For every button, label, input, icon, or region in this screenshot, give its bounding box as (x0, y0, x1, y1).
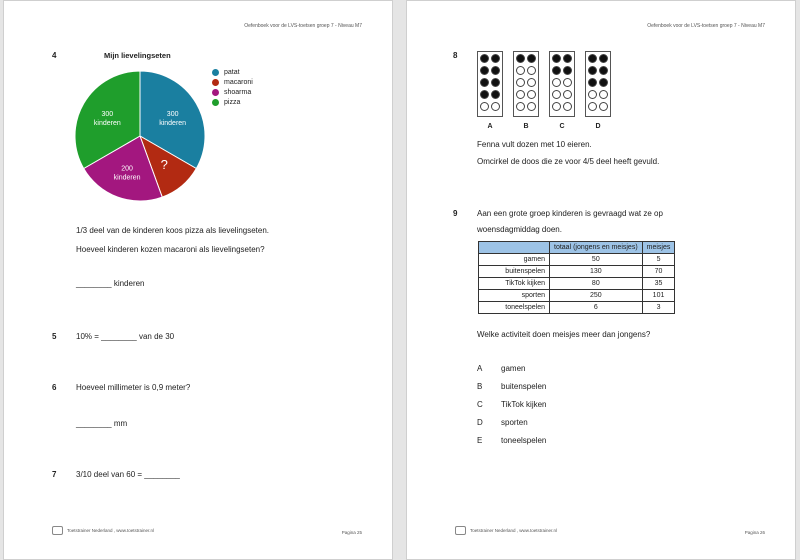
q7-text[interactable]: 3/10 deel van 60 = ________ (76, 470, 180, 479)
pie-slice-label: 200 kinderen (113, 165, 141, 182)
page-number: Pagina 26 (744, 530, 765, 535)
question-number-5: 5 (52, 332, 57, 341)
pie-slice-label: 300 kinderen (159, 111, 187, 128)
egg-empty (527, 90, 536, 99)
egg-box-D[interactable] (585, 51, 611, 117)
q9-line1: Aan een grote groep kinderen is gevraagd wat ze op (477, 209, 663, 218)
legend-item: macaroni (212, 79, 253, 86)
q5-text[interactable]: 10% = ________ van de 30 (76, 332, 175, 341)
egg-filled (599, 78, 608, 87)
table-row: TikTok kijken 80 35 (479, 278, 675, 290)
egg-filled (563, 54, 572, 63)
page-number: Pagina 25 (341, 530, 362, 535)
question-number-8: 8 (453, 51, 458, 60)
option-text[interactable]: sporten (501, 418, 528, 427)
egg-filled (491, 90, 500, 99)
logo-icon (52, 526, 63, 535)
egg-filled (588, 78, 597, 87)
egg-filled (491, 66, 500, 75)
egg-empty (491, 102, 500, 111)
egg-filled (552, 54, 561, 63)
egg-filled (491, 54, 500, 63)
egg-empty (552, 102, 561, 111)
egg-empty (516, 78, 525, 87)
egg-filled (480, 54, 489, 63)
q8-line1: Fenna vult dozen met 10 eieren. (477, 140, 592, 149)
legend-item: patat (212, 69, 253, 76)
legend-item: shoarma (212, 89, 253, 96)
table-header: meisjes (642, 242, 675, 254)
egg-empty (599, 102, 608, 111)
egg-empty (527, 78, 536, 87)
page-footer: Toetstrainer Nederland , www.toetstrainer.nl (455, 526, 557, 535)
page-footer: Toetstrainer Nederland , www.toetstrainer.nl (52, 526, 154, 535)
q9-line2: woensdagmiddag doen. (477, 225, 562, 234)
egg-filled (480, 78, 489, 87)
pie-slice-label: 300 kinderen (93, 111, 121, 128)
page-header: Oefenboek voor de LVS-toetsen groep 7 - Niveau M7 (647, 23, 765, 29)
option-letter[interactable]: B (477, 382, 483, 391)
pie-slice-label: ? (160, 156, 168, 172)
table-row: buitenspelen 130 70 (479, 266, 675, 278)
egg-empty (563, 78, 572, 87)
egg-empty (527, 102, 536, 111)
q4-line1: 1/3 deel van de kinderen koos pizza als lievelingseten. (76, 226, 270, 235)
egg-empty (527, 66, 536, 75)
egg-empty (516, 90, 525, 99)
activity-table (478, 241, 675, 314)
egg-empty (552, 78, 561, 87)
egg-empty (588, 102, 597, 111)
egg-filled (480, 66, 489, 75)
legend-item: pizza (212, 99, 253, 106)
egg-filled (552, 66, 561, 75)
egg-filled (599, 54, 608, 63)
egg-box-label: B (523, 123, 529, 130)
q9-question: Welke activiteit doen meisjes meer dan jongens? (477, 330, 651, 339)
egg-box-label: C (559, 123, 565, 130)
page-26 (406, 0, 796, 560)
option-text[interactable]: toneelspelen (501, 436, 547, 445)
chart-title: Mijn lievelingseten (104, 51, 171, 60)
table-row: toneelspelen 6 3 (479, 302, 675, 314)
question-number-4: 4 (52, 51, 57, 60)
q8-line2: Omcirkel de doos die ze voor 4/5 deel heeft gevuld. (477, 157, 660, 166)
option-text[interactable]: buitenspelen (501, 382, 547, 391)
question-number-6: 6 (52, 383, 57, 392)
q6-answer[interactable]: ________ mm (76, 419, 128, 428)
table-header (479, 242, 550, 254)
chart-legend (212, 69, 253, 109)
page-25 (3, 0, 393, 560)
q4-answer[interactable]: ________ kinderen (76, 279, 145, 288)
egg-filled (588, 54, 597, 63)
egg-box-B[interactable] (513, 51, 539, 117)
option-text[interactable]: TikTok kijken (501, 400, 547, 409)
egg-box-A[interactable] (477, 51, 503, 117)
egg-empty (599, 90, 608, 99)
table-header: totaal (jongens en meisjes) (550, 242, 643, 254)
egg-empty (516, 66, 525, 75)
table-header-row (479, 242, 675, 254)
egg-filled (480, 90, 489, 99)
egg-empty (516, 102, 525, 111)
egg-filled (491, 78, 500, 87)
egg-box-C[interactable] (549, 51, 575, 117)
q6-text: Hoeveel millimeter is 0,9 meter? (76, 383, 191, 392)
logo-icon (455, 526, 466, 535)
egg-empty (588, 90, 597, 99)
egg-empty (563, 102, 572, 111)
egg-filled (588, 66, 597, 75)
option-letter[interactable]: D (477, 418, 483, 427)
egg-empty (480, 102, 489, 111)
egg-empty (563, 90, 572, 99)
egg-filled (563, 66, 572, 75)
option-letter[interactable]: A (477, 364, 483, 373)
option-letter[interactable]: E (477, 436, 483, 445)
table-row: gamen 50 5 (479, 254, 675, 266)
egg-filled (527, 54, 536, 63)
option-text[interactable]: gamen (501, 364, 526, 373)
table-row: sporten 250 101 (479, 290, 675, 302)
q4-line2: Hoeveel kinderen kozen macaroni als lievelingseten? (76, 245, 265, 254)
option-letter[interactable]: C (477, 400, 483, 409)
page-header: Oefenboek voor de LVS-toetsen groep 7 - Niveau M7 (244, 23, 362, 29)
egg-empty (552, 90, 561, 99)
egg-box-label: A (487, 123, 493, 130)
egg-filled (516, 54, 525, 63)
egg-box-label: D (595, 123, 601, 130)
question-number-7: 7 (52, 470, 57, 479)
egg-filled (599, 66, 608, 75)
question-number-9: 9 (453, 209, 458, 218)
pie-chart (70, 66, 210, 206)
